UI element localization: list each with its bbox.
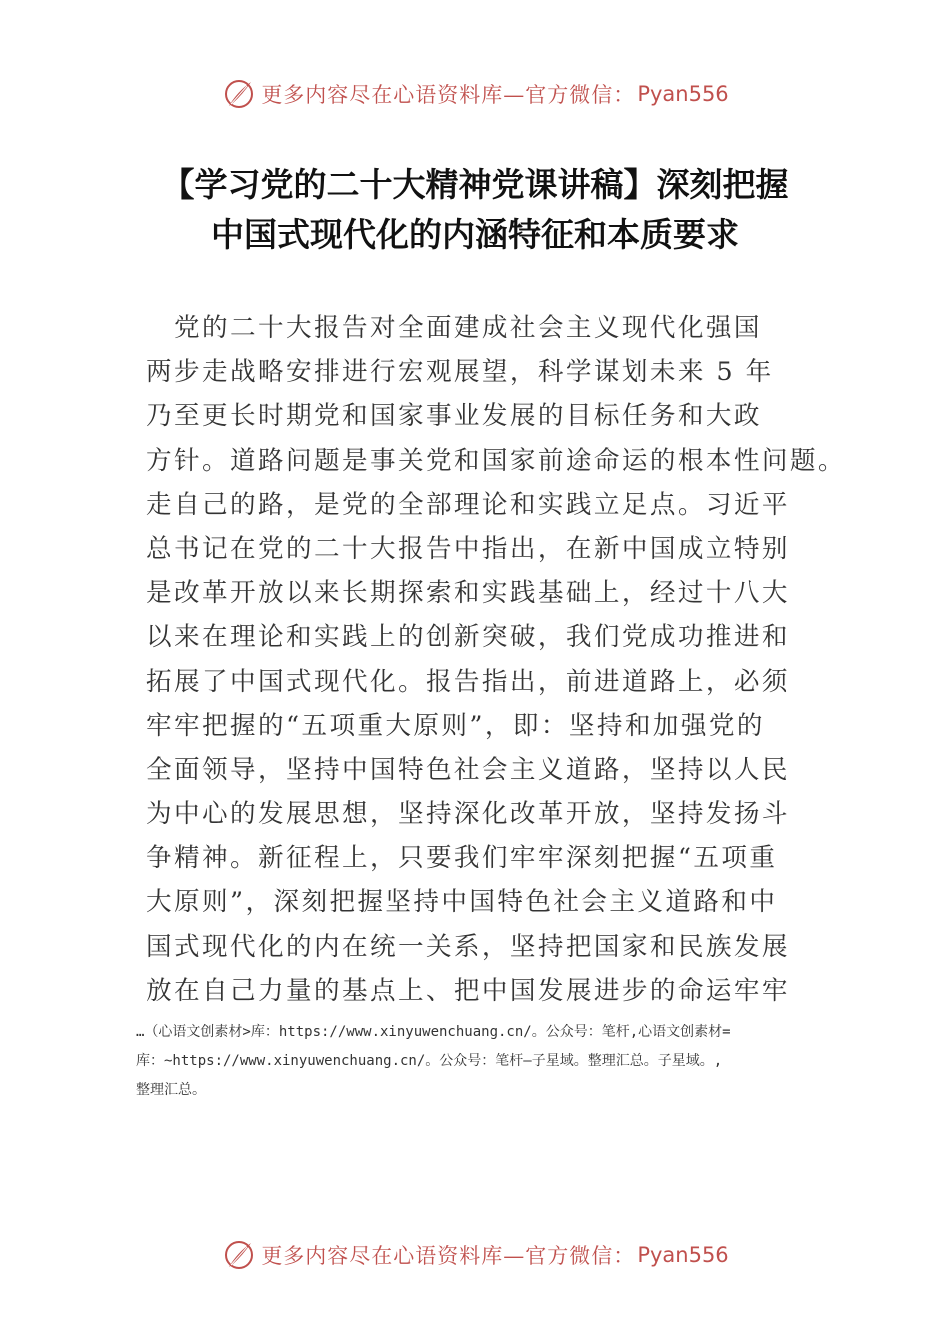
footnote-line: …（心语文创素材>库：https://www.xinyuwenchuang.cn/。公众号：笔杆,心语文创素材=	[136, 1024, 731, 1040]
body-line: 两步走战略安排进行宏观展望，科学谋划未来 5 年	[146, 357, 774, 388]
footnote-line: 库：~https://www.xinyuwenchuang.cn/。公众号：笔杆—子星域。整理汇总。子星域。,	[136, 1053, 723, 1069]
body-line: 总书记在党的二十大报告中指出，在新中国成立特别	[146, 533, 790, 564]
body-line: 党的二十大报告对全面建成社会主义现代化强国	[146, 313, 762, 343]
body-line: 牢牢把握的“五项重大原则”，即：坚持和加强党的	[146, 710, 765, 741]
footer-banner	[0, 1233, 950, 1277]
body-line: 乃至更长时期党和国家事业发展的目标任务和大政	[146, 401, 762, 432]
header-banner-text: 更多内容尽在心语资料库—官方微信：	[261, 83, 636, 107]
feather-pen-logo-icon	[221, 1237, 257, 1273]
body-line: 放在自己力量的基点上、把中国发展进步的命运牢牢	[146, 975, 790, 1006]
body-line: 以来在理论和实践上的创新突破，我们党成功推进和	[146, 622, 790, 653]
title-line: 中国式现代化的内涵特征和本质要求	[211, 215, 739, 254]
footer-banner-wechat-id: Pyan556	[637, 1243, 729, 1267]
body-line: 走自己的路，是党的全部理论和实践立足点。习近平	[146, 489, 790, 520]
body-paragraph	[146, 306, 846, 1013]
body-line: 为中心的发展思想，坚持深化改革开放，坚持发扬斗	[146, 799, 790, 830]
body-line: 方针。道路问题是事关党和国家前途命运的根本性问题。	[146, 445, 846, 476]
document-title	[0, 160, 950, 260]
body-line: 是改革开放以来长期探索和实践基础上，经过十八大	[146, 578, 790, 609]
body-line: 大原则”，深刻把握坚持中国特色社会主义道路和中	[146, 887, 778, 918]
body-line: 拓展了中国式现代化。报告指出，前进道路上，必须	[146, 666, 790, 697]
body-line: 国式现代化的内在统一关系，坚持把国家和民族发展	[146, 931, 790, 962]
footnote	[136, 1018, 826, 1105]
feather-pen-logo-icon	[221, 76, 257, 112]
header-banner-wechat-id: Pyan556	[637, 82, 729, 106]
header-banner	[0, 72, 950, 116]
footnote-line: 整理汇总。	[136, 1082, 206, 1098]
title-line: 【学习党的二十大精神党课讲稿】深刻把握	[161, 165, 789, 204]
footer-banner-text: 更多内容尽在心语资料库—官方微信：	[261, 1244, 636, 1268]
body-line: 全面领导，坚持中国特色社会主义道路，坚持以人民	[146, 754, 790, 785]
body-line: 争精神。新征程上，只要我们牢牢深刻把握“五项重	[146, 843, 778, 874]
